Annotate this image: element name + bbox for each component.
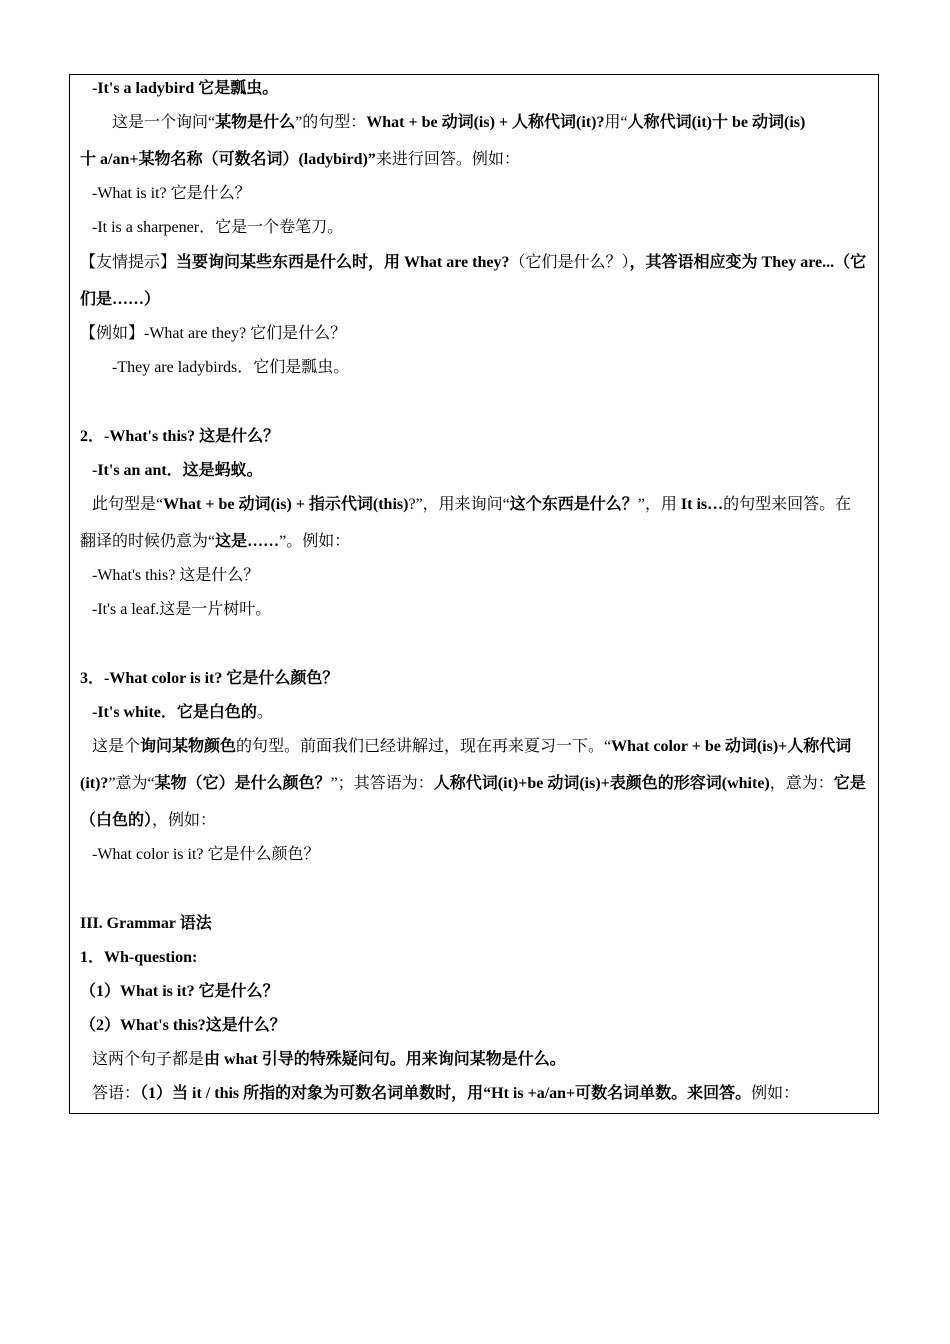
text-segment: 这是个	[92, 738, 141, 755]
text-segment: ?”，用来询问“	[408, 496, 510, 513]
text-segment: （白色的）	[80, 812, 153, 829]
text-segment: ，其答语相应变为 They are...（它	[629, 254, 867, 271]
grammar-item-2: （2）What's this?这是什么？	[80, 1017, 286, 1034]
s2-explain-cont	[80, 532, 870, 552]
content-box	[69, 74, 879, 1114]
text-segment: 当要询问某些东西是什么时，用 What are they?	[176, 254, 510, 271]
grammar-heading: III. Grammar 语法	[80, 915, 212, 932]
s3-explain	[92, 737, 870, 757]
text-segment: 此句型是“	[92, 496, 164, 513]
s1-eg-answer: -They are ladybirds．它们是瓢虫。	[112, 359, 350, 376]
s1-answer: -It's a ladybird 它是瓢虫。	[92, 80, 279, 97]
s2-example-answer: -It's a leaf.这是一片树叶。	[92, 601, 272, 618]
grammar-note	[92, 1050, 870, 1070]
s3-explain-cont	[80, 774, 870, 794]
grammar-answer	[92, 1084, 870, 1104]
text-segment: 十 a/an+某物名称（可数名词）(ladybird)”	[80, 151, 376, 168]
s1-eg-question: 【例如】-What are they? 它们是什么？	[80, 325, 347, 342]
text-segment: 的句型来回答。在	[723, 496, 852, 513]
text-segment: 人称代词(it)十 be 动词(is)	[627, 114, 806, 131]
text-segment: 这是……	[215, 533, 280, 550]
text-segment: What color + be 动词(is)+人称代词	[611, 738, 852, 755]
text-segment: What + be 动词(is) + 人称代词(it)?	[366, 114, 605, 131]
s3-example-question: -What color is it? 它是什么颜色？	[92, 846, 320, 863]
text-segment: ”。例如：	[279, 533, 351, 550]
text-segment: ，例如：	[152, 812, 217, 829]
text-segment: 来进行回答。例如：	[375, 151, 520, 168]
s2-explain	[92, 495, 870, 515]
s1-example-answer: -It is a sharpener．它是一个卷笔刀。	[92, 219, 344, 236]
text-segment: ”的句型：	[295, 114, 367, 131]
grammar-subheading: 1．Wh-question:	[80, 949, 198, 966]
text-segment: 某物（它）是什么颜色？	[154, 775, 331, 792]
text-segment: What + be 动词(is) + 指示代词(this)	[163, 496, 409, 513]
text-segment: 询问某物颜色	[140, 738, 237, 755]
text-segment: 用“	[604, 114, 628, 131]
text-segment: 的句型。前面我们已经讲解过，现在再来夏习一下。“	[236, 738, 612, 755]
text-segment: （1）当 it / this 所指的对象为可数名词单数时，用“Ht is +a/an+可数名词单数。来回答。	[140, 1085, 752, 1102]
text-segment: 例如：	[751, 1085, 800, 1102]
text-segment: ”意为“	[108, 775, 155, 792]
text-segment: 。	[256, 704, 273, 721]
s1-example-question: -What is it? 它是什么？	[92, 185, 251, 202]
text-segment: 这两个句子都是	[92, 1051, 205, 1068]
text-segment: -It's white．它是白色的	[92, 704, 257, 721]
s1-tip	[80, 253, 870, 273]
s2-question: 2．-What's this? 这是什么？	[80, 428, 280, 445]
s1-explain	[112, 113, 870, 133]
s1-explain-cont	[80, 150, 870, 170]
s3-question: 3．-What color is it? 它是什么颜色？	[80, 670, 339, 687]
text-segment: 【友情提示】	[80, 254, 177, 271]
text-segment: 这是一个询问“	[112, 114, 216, 131]
text-segment: 人称代词(it)+be 动词(is)+表颜色的形容词(white)	[433, 775, 770, 792]
text-segment: 某物是什么	[215, 114, 296, 131]
text-segment: It is…	[680, 496, 724, 513]
text-segment: 答语：	[92, 1085, 141, 1102]
text-segment: ”，用	[637, 496, 681, 513]
s2-example-question: -What's this? 这是什么？	[92, 567, 260, 584]
text-segment: 这个东西是什么？	[509, 496, 638, 513]
text-segment: （它们是什么？）	[509, 254, 630, 271]
s2-answer: -It's an ant．这是蚂蚁。	[92, 462, 263, 479]
text-segment: 翻译的时候仍意为“	[80, 533, 216, 550]
text-segment: (it)?	[80, 775, 109, 792]
grammar-item-1: （1）What is it? 它是什么？	[80, 983, 279, 1000]
text-segment: ”；其答语为：	[330, 775, 434, 792]
s3-answer	[92, 703, 870, 723]
text-segment: 它是	[833, 775, 866, 792]
text-segment: ，意为：	[769, 775, 834, 792]
s3-explain-cont2	[80, 811, 870, 831]
s1-tip-cont: 们是……）	[80, 291, 161, 308]
text-segment: 由 what 引导的特殊疑问句。用来询问某物是什么。	[204, 1051, 566, 1068]
